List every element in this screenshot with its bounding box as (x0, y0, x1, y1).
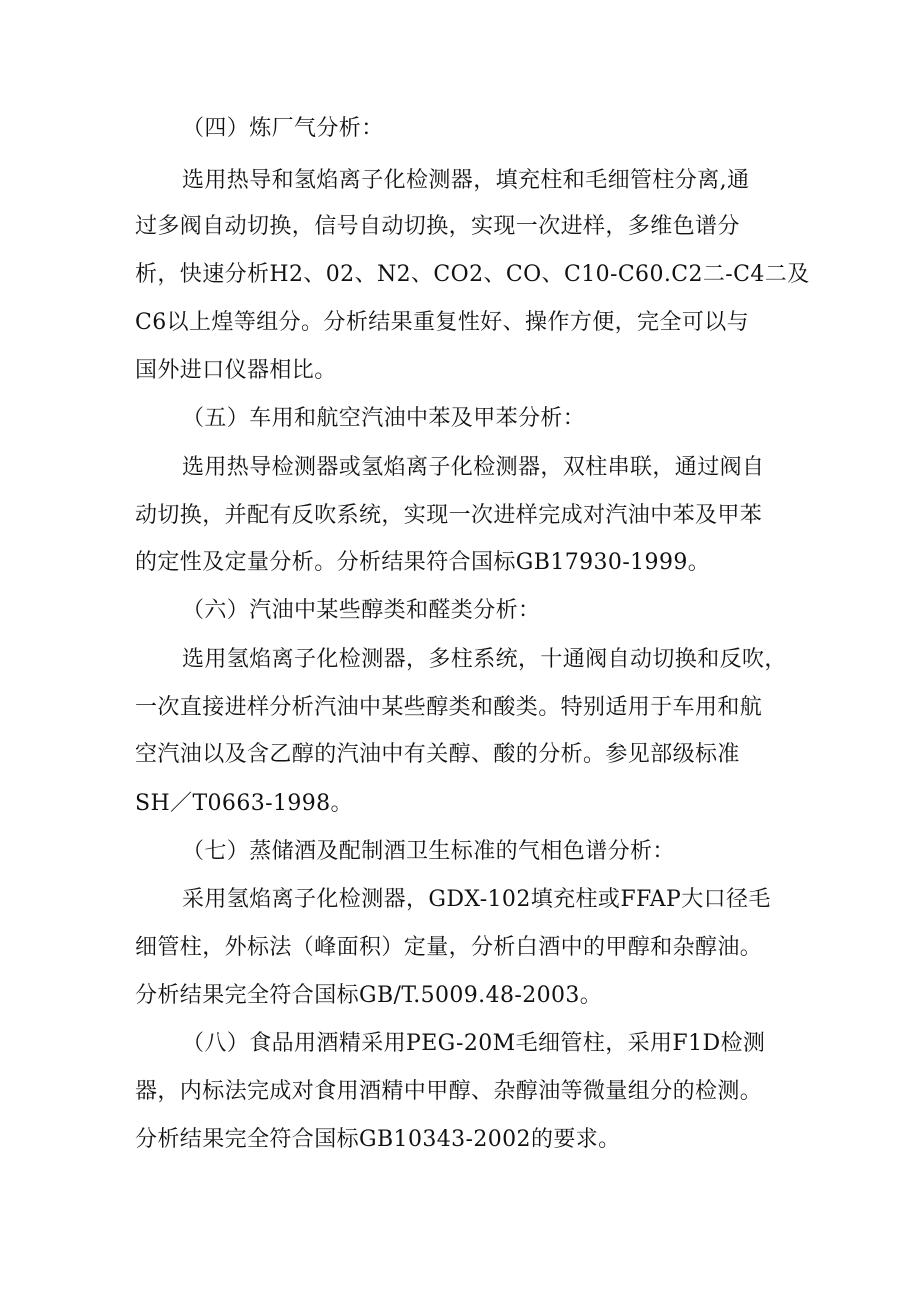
paragraph-line: C6以上煌等组分。分析结果重复性好、操作方便，完全可以与 (135, 310, 750, 335)
paragraph-line: 动切换，并配有反吹系统，实现一次进样完成对汽油中苯及甲苯 (135, 503, 763, 528)
paragraph-line: 过多阀自动切换，信号自动切换，实现一次进样，多维色谱分 (135, 214, 740, 239)
paragraph-line: 析，快速分析H2、02、N2、CO2、CO、C10-C60.C2二-C4二及 (135, 262, 810, 287)
paragraph-line: 选用氢焰离子化检测器，多柱系统，十通阀自动切换和反吹， (182, 647, 787, 672)
section-heading-6: （六）汽油中某些醇类和醛类分析： (182, 598, 541, 623)
paragraph-line: 分析结果完全符合国标GB/T.5009.48-2003。 (135, 983, 603, 1008)
paragraph-line: 选用热导和氢焰离子化检测器，填充柱和毛细管柱分离,通 (182, 168, 750, 193)
paragraph-line: 空汽油以及含乙醇的汽油中有关醇、酸的分析。参见部级标准 (135, 742, 740, 767)
paragraph-line: 分析结果完全符合国标GB10343-2002的要求。 (135, 1127, 621, 1152)
paragraph-line: 的定性及定量分析。分析结果符合国标GB17930-1999。 (135, 550, 711, 575)
paragraph-line: 器，内标法完成对食用酒精中甲醇、杂醇油等微量组分的检测。 (135, 1079, 763, 1104)
paragraph-line: 一次直接进样分析汽油中某些醇类和酸类。特别适用于车用和航 (135, 695, 763, 720)
section-heading-7: （七）蒸储酒及配制酒卫生标准的气相色谱分析： (182, 839, 675, 864)
paragraph-line: SH／T0663-1998。 (135, 791, 353, 816)
paragraph-line: 采用氢焰离子化检测器，GDX-102填充柱或FFAP大口径毛 (182, 887, 771, 912)
paragraph-line: 细管柱，外标法（峰面积）定量，分析白酒中的甲醇和杂醇油。 (135, 935, 763, 960)
section-paragraph-8: （八）食品用酒精采用PEG-20M毛细管柱，采用F1D检测 (182, 1031, 766, 1056)
paragraph-line: 选用热导检测器或氢焰离子化检测器，双柱串联，通过阀自 (182, 455, 765, 480)
section-heading-5: （五）车用和航空汽油中苯及甲苯分析： (182, 406, 586, 431)
section-heading-4: （四）炼厂气分析： (182, 116, 384, 141)
paragraph-line: 国外进口仪器相比。 (135, 358, 337, 383)
